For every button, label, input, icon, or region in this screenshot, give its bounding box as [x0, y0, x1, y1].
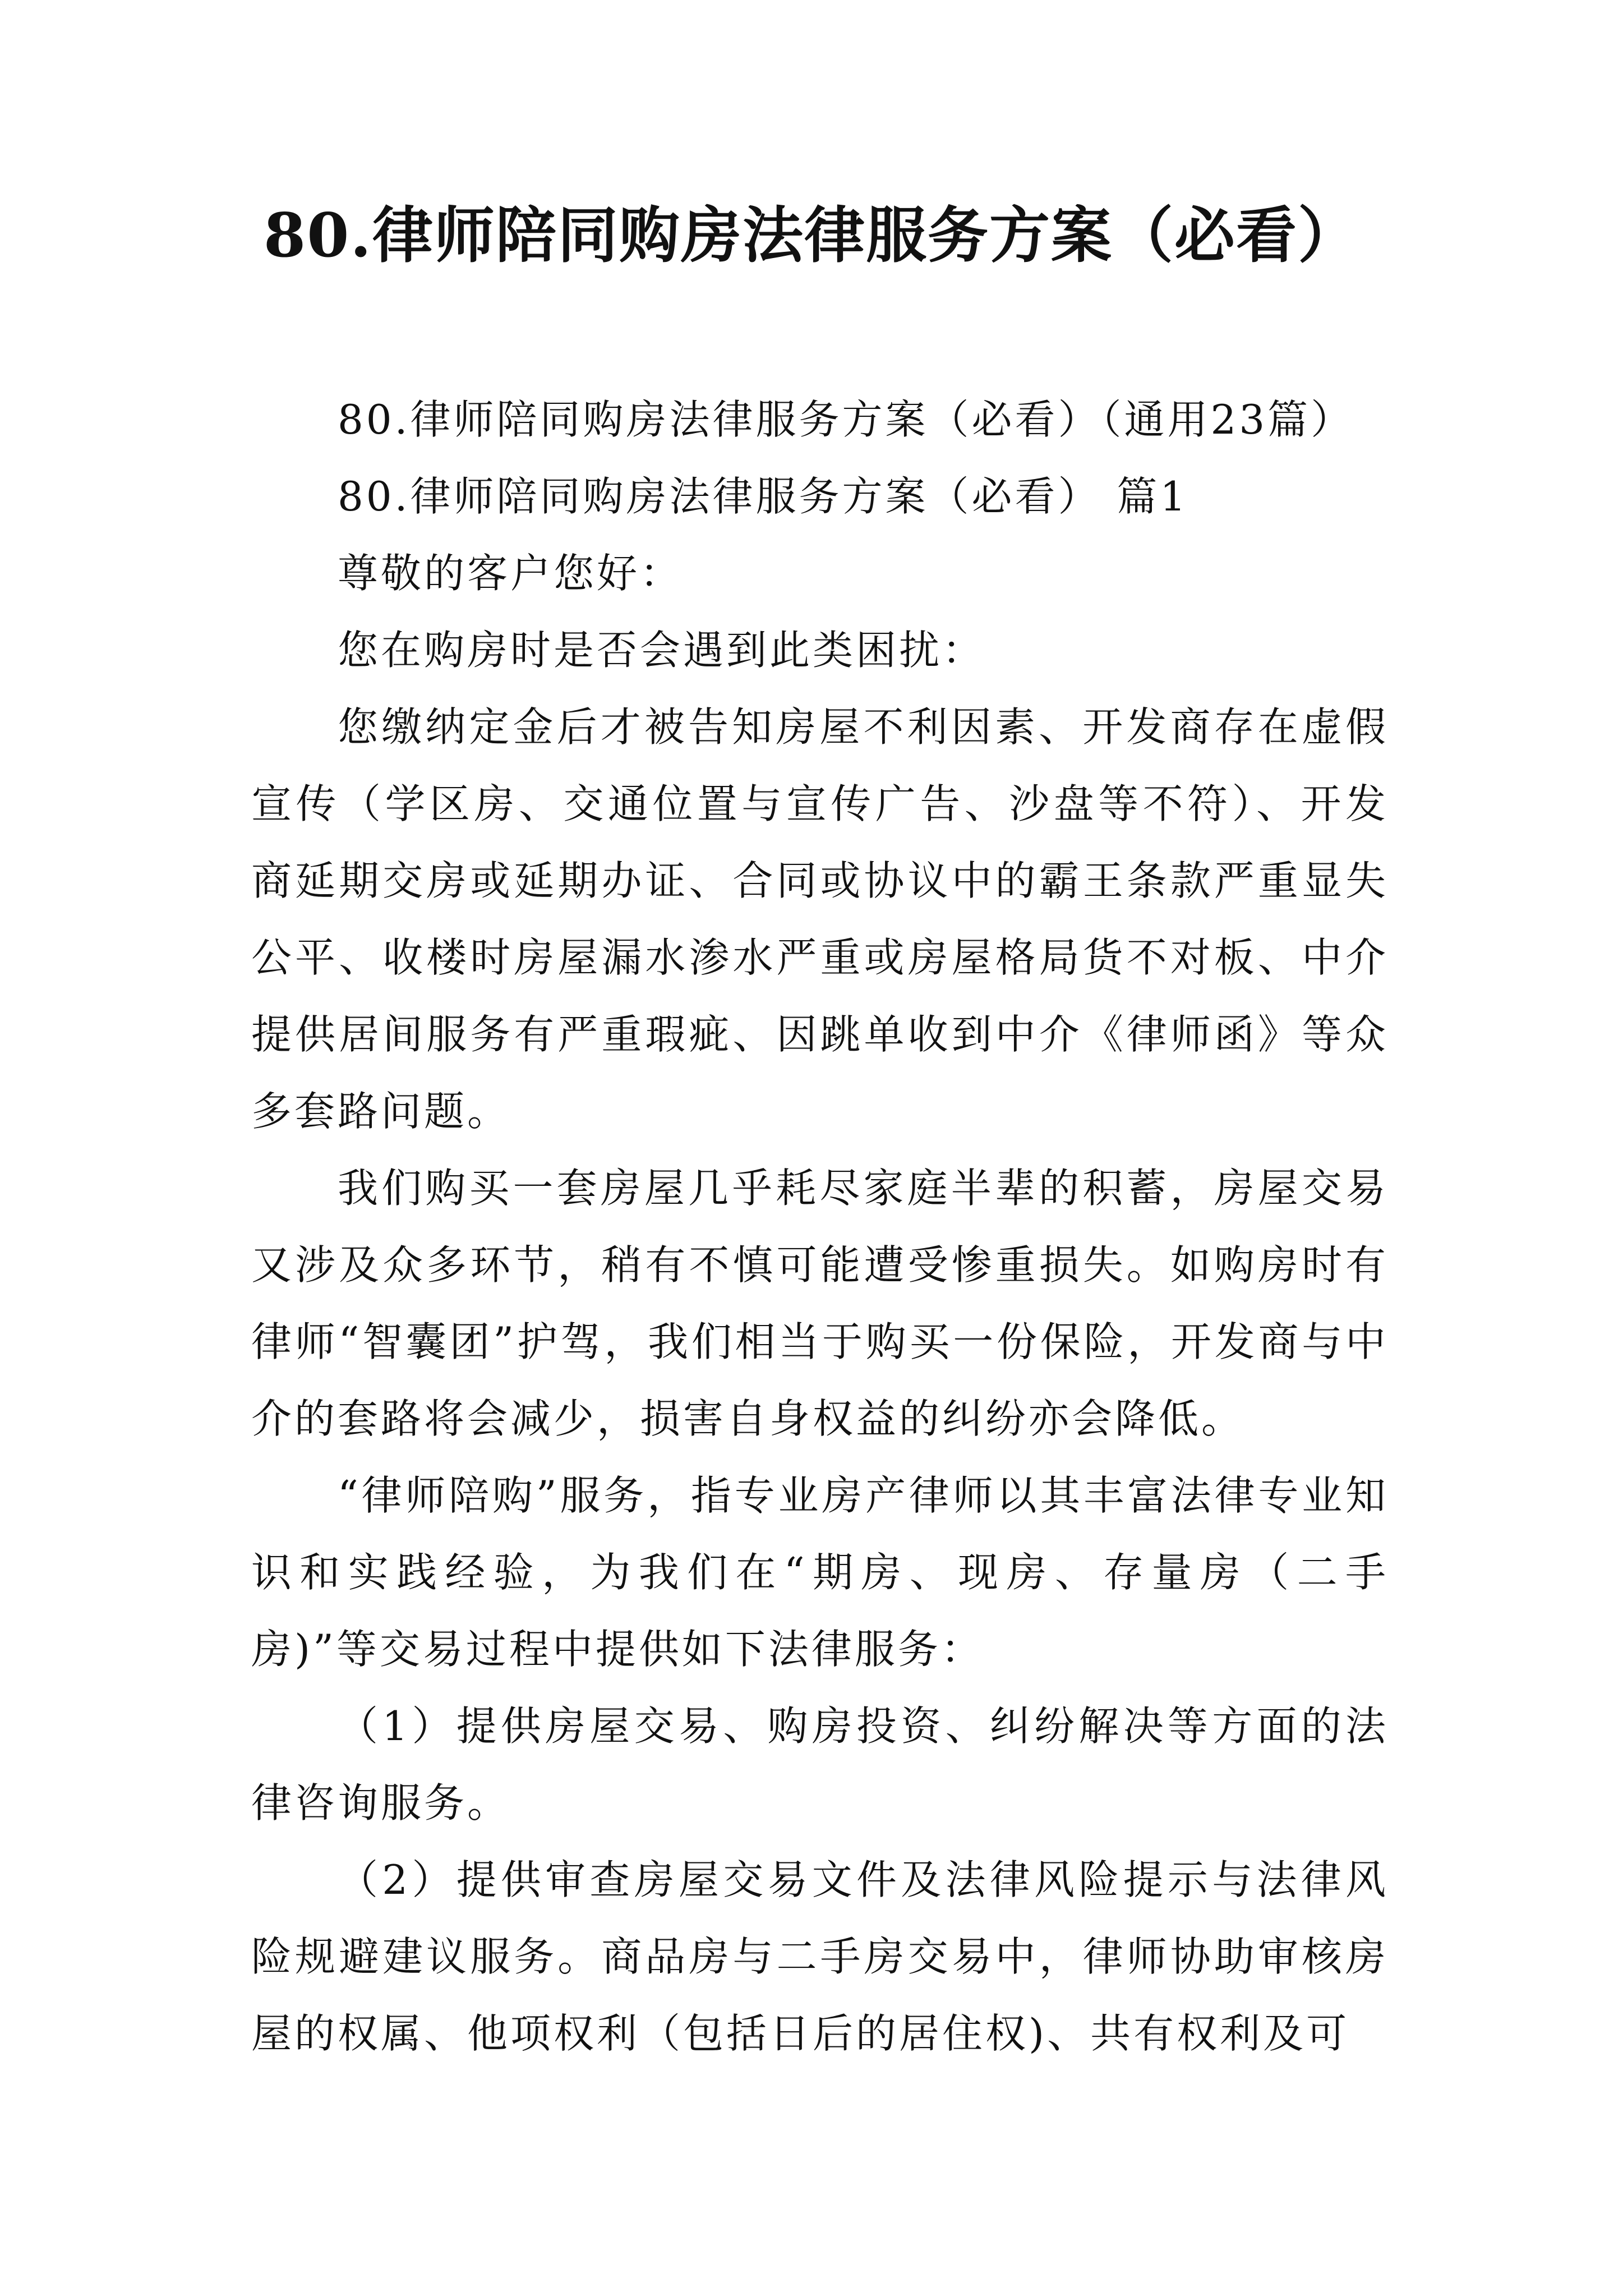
paragraph-question: 您在购房时是否会遇到此类困扰：	[338, 627, 986, 674]
paragraph-problems: 您缴纳定金后才被告知房屋不利因素、开发商存在虚假宣传（学区房、交通位置与宣传广告、沙盘等不符）、开发商延期交房或延期办证、合同或协议中的霸王条款严重显失公平、收楼时房屋漏水渗水严重或房屋格局货不对板、中介提供居间服务有严重瑕疵、因跳单收到中介《律师函》等众多套路问题。	[251, 703, 1389, 1135]
paragraph-savings: 我们购买一套房屋几乎耗尽家庭半辈的积蓄，房屋交易又涉及众多环节，稍有不慎可能遭受惨重损失。如购房时有律师“智囊团”护驾，我们相当于购买一份保险，开发商与中介的套路将会减少，损害自身权益的纠纷亦会降低。	[251, 1165, 1389, 1442]
paragraph-section-heading: 80.律师陪同购房法律服务方案（必看） 篇1	[338, 473, 1189, 520]
paragraph-service-item-1: （1）提供房屋交易、购房投资、纠纷解决等方面的法律咨询服务。	[251, 1703, 1389, 1826]
paragraph-subtitle: 80.律师陪同购房法律服务方案（必看）（通用23篇）	[338, 396, 1354, 443]
document-body	[251, 381, 1389, 2072]
paragraph-service-definition: “律师陪购”服务，指专业房产律师以其丰富法律专业知识和实践经验，为我们在“期房、现房、存量房（二手房)”等交易过程中提供如下法律服务：	[251, 1472, 1389, 1673]
paragraph-greeting: 尊敬的客户您好：	[338, 550, 684, 597]
document-title: 80.律师陪同购房法律服务方案（必看）	[264, 200, 1359, 271]
paragraph-service-item-2: （2）提供审查房屋交易文件及法律风险提示与法律风险规避建议服务。商品房与二手房交易中，律师协助审核房屋的权属、他项权利（包括日后的居住权)、共有权利及可	[251, 1856, 1389, 2057]
